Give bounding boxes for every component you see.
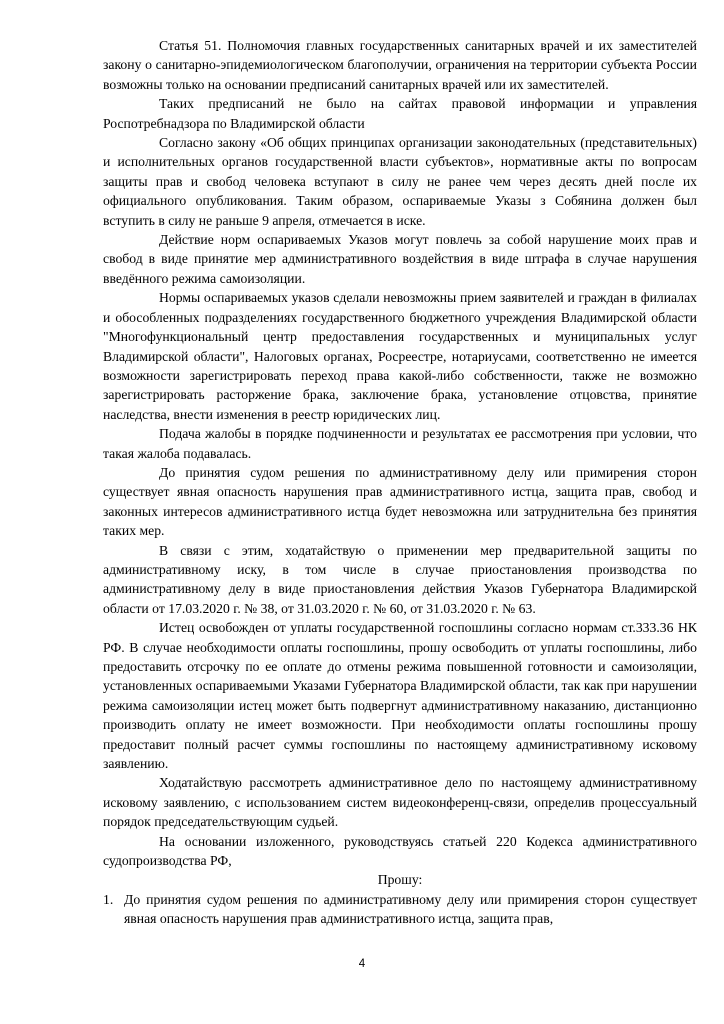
paragraph-danger: До принятия судом решения по административному делу или примирения сторон существует явная опасность нарушения прав административного истца, защита прав, свобод и законных интересов административного истца будет невозможна или затруднительна без принятия таких мер. (103, 464, 697, 539)
list-item-text: До принятия судом решения по административному делу или примирения сторон существует явная опасность нарушения прав административного истца, защита прав, (124, 891, 697, 927)
paragraph-law-reference: Согласно закону «Об общих принципах организации законодательных (представительных) и исполнительных органов государственной власти субъектов», нормативные акты по вопросам защиты прав и свобод человека вступают в силу не ранее чем через десять дней после их официального опубликования. Таким образом, оспариваемые Указы з Собянина должен был вступить в силу не раньше 9 апреля, отмечается в иске. (103, 135, 697, 228)
paragraph-state-duty: Истец освобожден от уплаты государственной госпошлины согласно нормам ст.333.36 НК РФ. В случае необходимости оплаты госпошлины, прошу освободить от уплаты госпошлины, либо предоставить отсрочку по ее оплате до отмены режима повышенной готовности и самоизоляции, установленных оспариваемыми Указами Губернатора Владимирской области, так как при нарушении режима самоизоляции истец может быть подвергнут административному наказанию, дистанционно производить оплату не имеет возможности. При необходимости оплаты госпошлины прошу предоставит полный расчет суммы госпошлины по настоящему административному исковому заявлению. (103, 620, 697, 772)
paragraph-no-prescriptions: Таких предписаний не было на сайтах правовой информации и управления Роспотребнадзора по Владимирской области (103, 96, 697, 131)
list-item (103, 890, 697, 929)
paragraph-videoconference: Ходатайствую рассмотреть административное дело по настоящему административному исковому заявлению, с использованием систем видеоконференц-связи, определив процессуальный порядок председательствующим судьей. (103, 775, 697, 830)
request-list (103, 890, 697, 929)
paragraph-preliminary-protection: В связи с этим, ходатайствую о применении мер предварительной защиты по административному иску, в том числе в случае приостановления производства по административному делу в виде приостановления действия Указов Губернатора Владимирской области от 17.03.2020 г. № 38, от 31.03.2020 г. № 60, от 31.03.2020 г. № 63. (103, 542, 697, 616)
paragraph-grounds: На основании изложенного, руководствуясь статьей 220 Кодекса административного судопроизводства РФ, (103, 833, 697, 869)
paragraph-rights-violation: Действие норм оспариваемых Указов могут повлечь за собой нарушение моих прав и свобод в виде принятие мер административного воздействия в виде штрафа в случае нарушения введённого режима самоизоляции. (103, 232, 697, 286)
paragraph-article-51: Статья 51. Полномочия главных государственных санитарных врачей и их заместителей закону о санитарно-эпидемиологическом благополучии, ограничения на территории субъекта России возможны только на основании предписаний санитарных врачей или их заместителей. (103, 38, 697, 92)
document-body (103, 36, 697, 929)
request-heading: Прошу: (377, 872, 423, 888)
page-number: 4 (358, 958, 366, 970)
list-item-number: 1. (103, 891, 114, 907)
paragraph-complaint: Подача жалобы в порядке подчиненности и результатах ее рассмотрения при условии, что такая жалоба подавалась. (103, 426, 697, 461)
paragraph-mfc-restrictions: Нормы оспариваемых указов сделали невозможны прием заявителей и граждан в филиалах и обособленных подразделениях государственного бюджетного учреждения Владимирской области "Многофункциональный центр предоставления государственных и муниципальных услуг Владимирской области", Налоговых органах, Росреестре, нотариусами, соответственно не имеется возможности зарегистрировать переход права какой-либо собственности, также не возможно зарегистрировать расторжение брака, заключение брака, установление отцовства, принятие наследства, внести изменения в реестр юридических лиц. (103, 290, 697, 422)
